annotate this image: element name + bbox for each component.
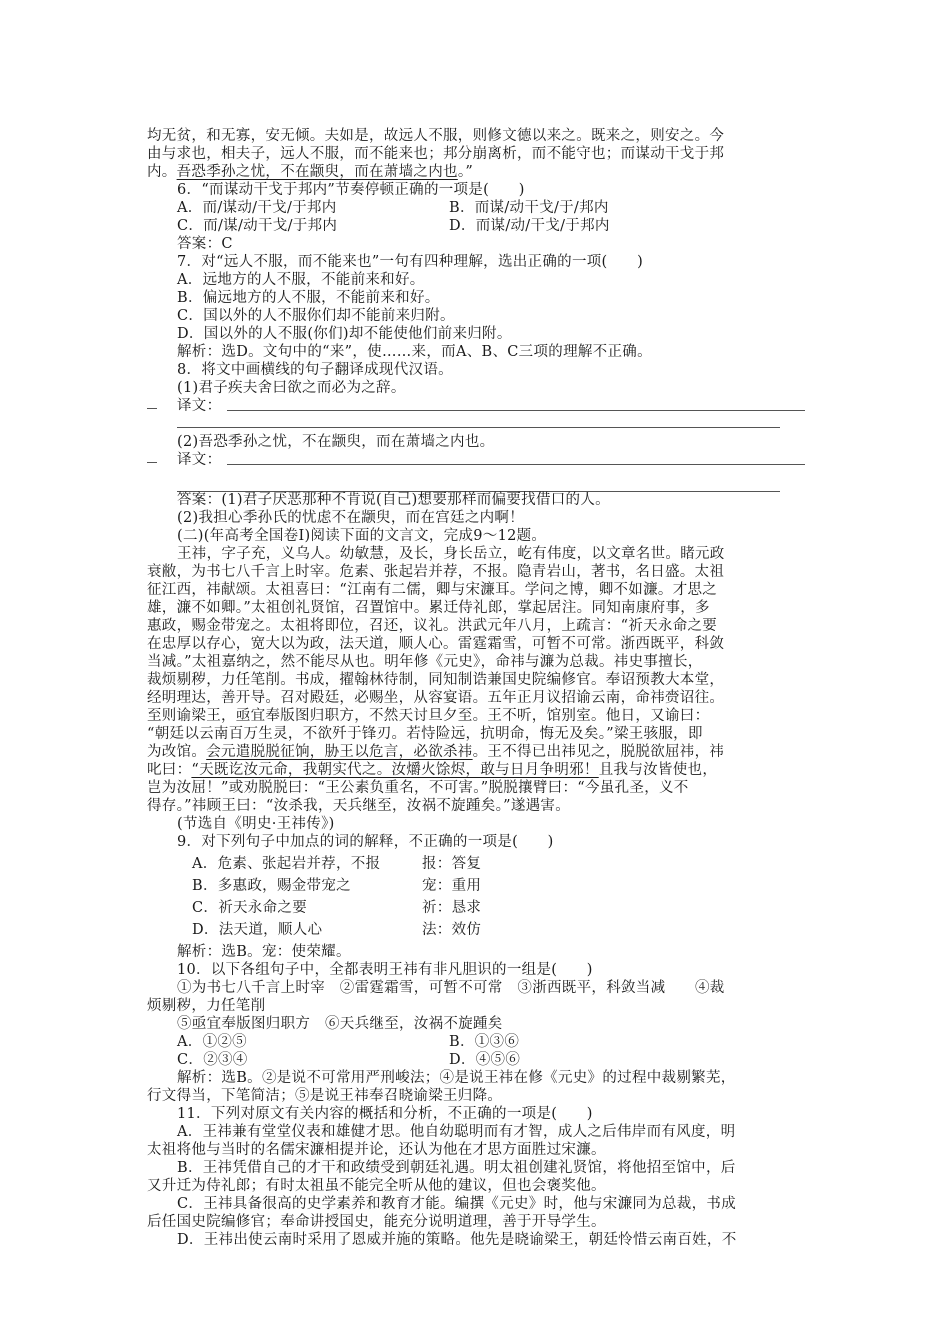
option-c: C．国以外的人不服你们却不能前来归附。 bbox=[177, 308, 455, 324]
answer: 答案：(1)君子厌恶那种不肯说(自己)想要那样而偏要找借口的人。 bbox=[177, 492, 610, 508]
option-d: D．国以外的人不服(你们)却不能使他们前来归附。 bbox=[177, 326, 512, 342]
passage-line: 衰敝，为书七八千言上时宰。危素、张起岩并荐，不报。隐青岩山，著书，名日盛。太祖 bbox=[147, 564, 725, 580]
option-c: C．王祎具备很高的史学素养和教育才能。编撰《元史》时，他与宋濂同为总裁，书成 bbox=[177, 1196, 736, 1212]
analysis: 解析：选D。文句中的“来”，使……来，而A、B、C三项的理解不正确。 bbox=[177, 344, 652, 360]
passage-line: 征江西，祎献颂。太祖喜曰：“江南有二儒，卿与宋濂耳。学问之博，卿不如濂。才思之 bbox=[147, 582, 718, 598]
passage-text: 叱曰： bbox=[147, 762, 192, 778]
question-stem: 11．下列对原文有关内容的概括和分析，不正确的一项是( ) bbox=[177, 1106, 593, 1122]
option-a: A．远地方的人不服，不能前来和好。 bbox=[177, 272, 425, 288]
option-a-gloss: 报：答复 bbox=[422, 856, 482, 872]
passage-line: 裁烦剔秽，力任笔削。书成，擢翰林待制，同知制诰兼国史院编修官。奉诏预教大本堂， bbox=[147, 672, 725, 688]
option-b-cont: 又升迁为侍礼郎；有时太祖虽不能完全听从他的建议，但也会褒奖他。 bbox=[147, 1178, 606, 1194]
question-stem: 8．将文中画横线的句子翻译成现代汉语。 bbox=[177, 362, 453, 378]
translation-label: 译文： bbox=[177, 452, 222, 468]
option-a: A．危素、张起岩并荐，不报 bbox=[192, 856, 381, 872]
option-c: C．祈天永命之要 bbox=[192, 900, 307, 916]
passage-line: 王祎，字子充，义乌人。幼敏慧，及长，身长岳立，屹有伟度，以文章名世。睹元政 bbox=[177, 546, 725, 562]
option-c-cont: 后任国史院编修官；奉命讲授国史，能充分说明道理，善于开导学生。 bbox=[147, 1214, 606, 1230]
option-d-gloss: 法：效仿 bbox=[422, 922, 482, 938]
option-a: A．①②⑤ bbox=[177, 1034, 247, 1050]
passage-line: 当减。”太祖嘉纳之，然不能尽从也。明年修《元史》，命祎与濂为总裁。祎史事擅长， bbox=[147, 654, 703, 670]
underlined-sentence: 吾恐季孙之忧，不在颛臾，而在萧墙之内也 bbox=[176, 164, 458, 180]
passage-text: 为改馆。 bbox=[147, 744, 207, 760]
analysis: 解析：选B。宠：使荣耀。 bbox=[177, 944, 351, 960]
translate-item: (2)吾恐季孙之忧，不在颛臾，而在萧墙之内也。 bbox=[177, 434, 495, 450]
passage-line bbox=[147, 761, 717, 779]
passage-source: (节选自《明史·王祎传》) bbox=[177, 816, 335, 832]
item-list: 烦剔秽，力任笔削 bbox=[147, 998, 266, 1014]
passage-line bbox=[147, 743, 724, 761]
passage-text: 内。 bbox=[147, 164, 177, 180]
option-b: B．多惠政，赐金带宠之 bbox=[192, 878, 351, 894]
translation-label: 译文： bbox=[177, 398, 222, 414]
section-title: (二)(年高考全国卷Ⅰ)阅读下面的文言文，完成9～12题。 bbox=[177, 528, 547, 544]
question-stem: 10．以下各组句子中，全都表明王祎有非凡胆识的一组是( ) bbox=[177, 962, 593, 978]
underlined-sentence: “天既讫汝元命，我朝实代之。汝爝火馀烬，敢与日月争明邪！ bbox=[191, 762, 599, 778]
option-d: D．王祎出使云南时采用了恩威并施的策略。他先是晓谕梁王，朝廷怜惜云南百姓，不 bbox=[177, 1232, 737, 1248]
answer-line-fragment bbox=[147, 462, 157, 463]
question-stem: 7．对“远人不服，而不能来也”一句有四种理解，选出正确的一项( ) bbox=[177, 254, 644, 270]
option-c: C．而/谋/动干戈/于邦内 bbox=[177, 218, 338, 234]
passage-line: 岂为汝屈！”或劝脱脱曰：“王公素负重名，不可害。”脱脱攘臂曰：“今虽孔圣，义不 bbox=[147, 780, 689, 796]
question-stem: 9．对下列句子中加点的词的解释，不正确的一项是( ) bbox=[177, 834, 554, 850]
answer-line bbox=[227, 410, 805, 411]
passage-line: 在忠厚以存心，宽大以为政，法天道，顺人心。雷霆霜雪，可暂不可常。浙西既平，科敛 bbox=[147, 636, 725, 652]
item-list: ①为书七八千言上时宰 ②雷霆霜雪，可暂不可常 ③浙西既平，科敛当减 ④裁 bbox=[177, 980, 725, 996]
passage-line: 经明理达，善开导。召对殿廷，必赐坐，从容宴语。五年正月议招谕云南，命祎赍诏往。 bbox=[147, 690, 725, 706]
underlined-sentence: 会元遣脱脱征饷，胁王以危言，必欲杀祎 bbox=[206, 744, 473, 760]
option-a: A．王祎兼有堂堂仪表和雄健才思。他自幼聪明而有才智，成人之后伟岸而有风度，明 bbox=[177, 1124, 736, 1140]
option-c-gloss: 祈：恳求 bbox=[422, 900, 482, 916]
answer-line-fragment bbox=[147, 408, 157, 409]
passage-line: 由与求也，相夫子，远人不服，而不能来也；邦分崩离析，而不能守也；而谋动干戈于邦 bbox=[147, 146, 725, 162]
option-c: C．②③④ bbox=[177, 1052, 248, 1068]
option-b: B．王祎凭借自己的才干和政绩受到朝廷礼遇。明太祖创建礼贤馆，将他招至馆中，后 bbox=[177, 1160, 736, 1176]
passage-line: 雄，濂不如卿。”太祖创礼贤馆，召置馆中。累迁侍礼郎，掌起居注。同知南康府事，多 bbox=[147, 600, 710, 616]
analysis: 解析：选B。②是说不可常用严刑峻法；④是说王祎在修《元史》的过程中裁剔繁芜， bbox=[177, 1070, 736, 1086]
option-b: B．而谋/动干戈/于/邦内 bbox=[449, 200, 609, 216]
passage-text: 。” bbox=[457, 164, 474, 180]
option-d: D．而谋/动/干戈/于邦内 bbox=[449, 218, 610, 234]
question-stem: 6．“而谋动干戈于邦内”节奏停顿正确的一项是( ) bbox=[177, 182, 525, 198]
passage-line: 至则谕梁王，亟宜奉版图归职方，不然天讨旦夕至。王不听，馆别室。他日，又谕曰： bbox=[147, 708, 710, 724]
passage-text: 且我与汝皆使也， bbox=[598, 762, 718, 778]
passage-line: “朝廷以云南百万生灵，不欲歼于锋刃。若恃险远，抗明命，悔无及矣。”梁王骇服，即 bbox=[147, 726, 703, 742]
option-b: B．①③⑥ bbox=[449, 1034, 520, 1050]
passage-line: 均无贫，和无寡，安无倾。夫如是，故远人不服，则修文德以来之。既来之，则安之。今 bbox=[147, 128, 725, 144]
translate-item: (1)君子疾夫舍曰欲之而必为之辞。 bbox=[177, 380, 406, 396]
passage-line: 得存。”祎顾王曰：“汝杀我，天兵继至，汝祸不旋踵矣。”遂遇害。 bbox=[147, 798, 571, 814]
option-d: D．④⑤⑥ bbox=[449, 1052, 521, 1068]
answer: (2)我担心季孙氏的忧虑不在颛臾，而在宫廷之内啊！ bbox=[177, 510, 525, 526]
answer-line bbox=[177, 427, 780, 428]
analysis: 行文得当，下笔简洁；⑤是说王祎奉召晓谕梁王归降。 bbox=[147, 1088, 503, 1104]
option-a-cont: 太祖将他与当时的名儒宋濂相提并论，还认为他在才思方面胜过宋濂。 bbox=[147, 1142, 606, 1158]
passage-text: 。王不得已出祎见之，脱脱欲屈祎，祎 bbox=[472, 744, 725, 760]
option-d: D．法天道，顺人心 bbox=[192, 922, 323, 938]
passage-line: 惠政，赐金带宠之。太祖将即位，召还，议礼。洪武元年八月，上疏言：“祈天永命之要 bbox=[147, 618, 718, 634]
option-b-gloss: 宠：重用 bbox=[422, 878, 482, 894]
option-b: B．偏远地方的人不服，不能前来和好。 bbox=[177, 290, 440, 306]
item-list: ⑤亟宜奉版图归职方 ⑥天兵继至，汝祸不旋踵矣 bbox=[177, 1016, 503, 1032]
answer: 答案：C bbox=[177, 236, 233, 252]
answer-line bbox=[227, 464, 805, 465]
passage-line bbox=[147, 163, 473, 181]
option-a: A．而/谋动/干戈/于邦内 bbox=[177, 200, 337, 216]
